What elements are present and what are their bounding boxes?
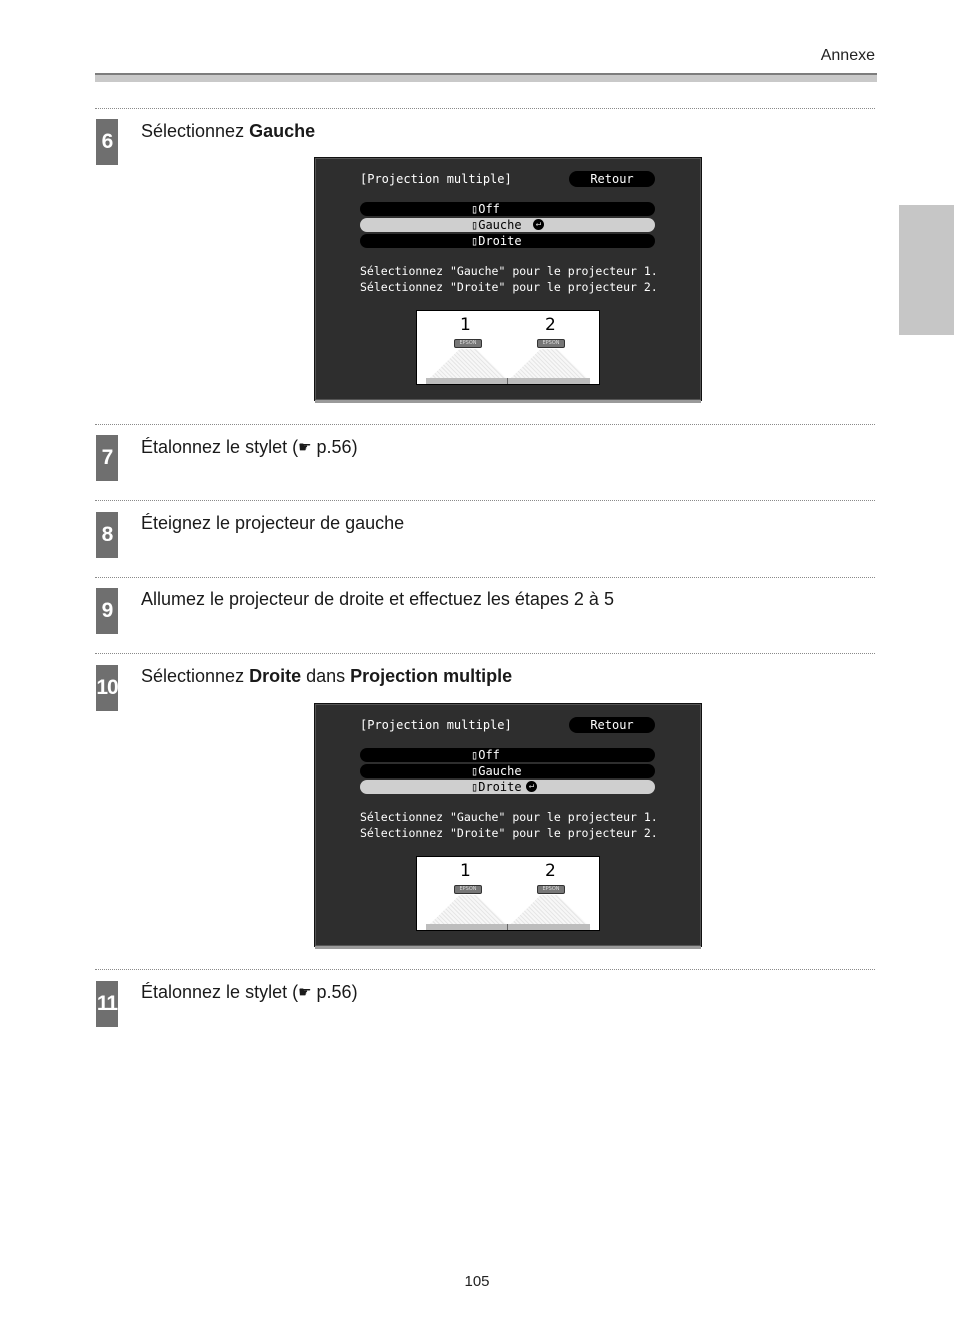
step-text-9: Allumez le projecteur de droite et effectuez les étapes 2 à 5: [141, 589, 614, 609]
divider: [95, 424, 875, 425]
step-text-plain: Étalonnez le stylet (: [141, 437, 299, 457]
step-text-bold: Gauche: [249, 121, 316, 141]
option-label: ▯Droite: [471, 234, 522, 248]
step-badge-11: 11: [96, 981, 118, 1027]
step-text-6: [141, 121, 315, 142]
page-number: 105: [464, 1273, 490, 1290]
projector-icon: EPSON: [454, 339, 482, 348]
step-badge-7: 7: [96, 435, 118, 481]
projector-icon: EPSON: [537, 885, 565, 894]
menu-title: [Projection multiple]: [360, 718, 512, 732]
projector-icon: EPSON: [454, 885, 482, 894]
projector-diagram: [416, 310, 600, 385]
pointing-hand-icon: ☛: [298, 439, 312, 456]
menu-option-off: [360, 202, 655, 216]
menu-option-droite: [360, 234, 655, 248]
step-badge-8: 8: [96, 512, 118, 558]
pointing-hand-icon: ☛: [298, 984, 312, 1001]
menu-option-gauche: [360, 218, 655, 232]
screen-split: [507, 924, 508, 930]
menu-screenshot-1: [314, 157, 702, 401]
divider: [95, 500, 875, 501]
projector-number-2: 2: [545, 315, 556, 335]
step-text-11: [141, 982, 358, 1003]
menu-option-droite: [360, 780, 655, 794]
option-label: ▯Off: [471, 748, 500, 762]
option-label: ▯Off: [471, 202, 500, 216]
page-reference-link[interactable]: p.56): [311, 437, 358, 457]
divider: [95, 577, 875, 578]
option-label: ▯Gauche: [471, 764, 522, 778]
menu-back-button: Retour: [569, 717, 655, 733]
enter-icon: ↵: [526, 781, 537, 792]
side-tab: [899, 205, 954, 335]
step-text-bold: Droite: [249, 666, 302, 686]
menu-title: [Projection multiple]: [360, 172, 512, 186]
menu-option-off: [360, 748, 655, 762]
option-label: ▯Gauche: [471, 218, 522, 232]
divider: [95, 108, 875, 109]
step-text-7: [141, 437, 358, 458]
page-reference-link[interactable]: p.56): [311, 982, 358, 1002]
projector-icon: EPSON: [537, 339, 565, 348]
projector-number-2: 2: [545, 861, 556, 881]
step-text-10: [141, 666, 512, 687]
menu-back-button: Retour: [569, 171, 655, 187]
enter-icon: ↵: [533, 219, 544, 230]
step-text-8: Éteignez le projecteur de gauche: [141, 513, 405, 533]
projector-number-1: 1: [460, 315, 471, 335]
divider: [95, 653, 875, 654]
step-text-bold: Projection multiple: [350, 666, 513, 686]
step-text-plain: Étalonnez le stylet (: [141, 982, 299, 1002]
header-section-label: Annexe: [820, 47, 875, 64]
menu-screenshot-2: [314, 703, 702, 947]
menu-option-gauche: [360, 764, 655, 778]
step-badge-6: 6: [96, 119, 118, 165]
step-badge-10: 10: [96, 665, 118, 711]
projector-number-1: 1: [460, 861, 471, 881]
screen-strip: [426, 378, 590, 384]
option-label: ▯Droite: [471, 780, 522, 794]
screen-strip: [426, 924, 590, 930]
screen-split: [507, 378, 508, 384]
step-text-plain: dans: [301, 666, 351, 686]
projector-diagram: [416, 856, 600, 931]
step-badge-9: 9: [96, 588, 118, 634]
step-text-plain: Sélectionnez: [141, 666, 250, 686]
menu-description: Sélectionnez "Gauche" pour le projecteur 1. Sélectionnez "Droite" pour le projecteur 2.: [360, 264, 658, 294]
divider: [95, 969, 875, 970]
menu-description: Sélectionnez "Gauche" pour le projecteur 1. Sélectionnez "Droite" pour le projecteur 2.: [360, 810, 658, 840]
step-text-plain: Sélectionnez: [141, 121, 250, 141]
header-rule: [95, 73, 877, 82]
